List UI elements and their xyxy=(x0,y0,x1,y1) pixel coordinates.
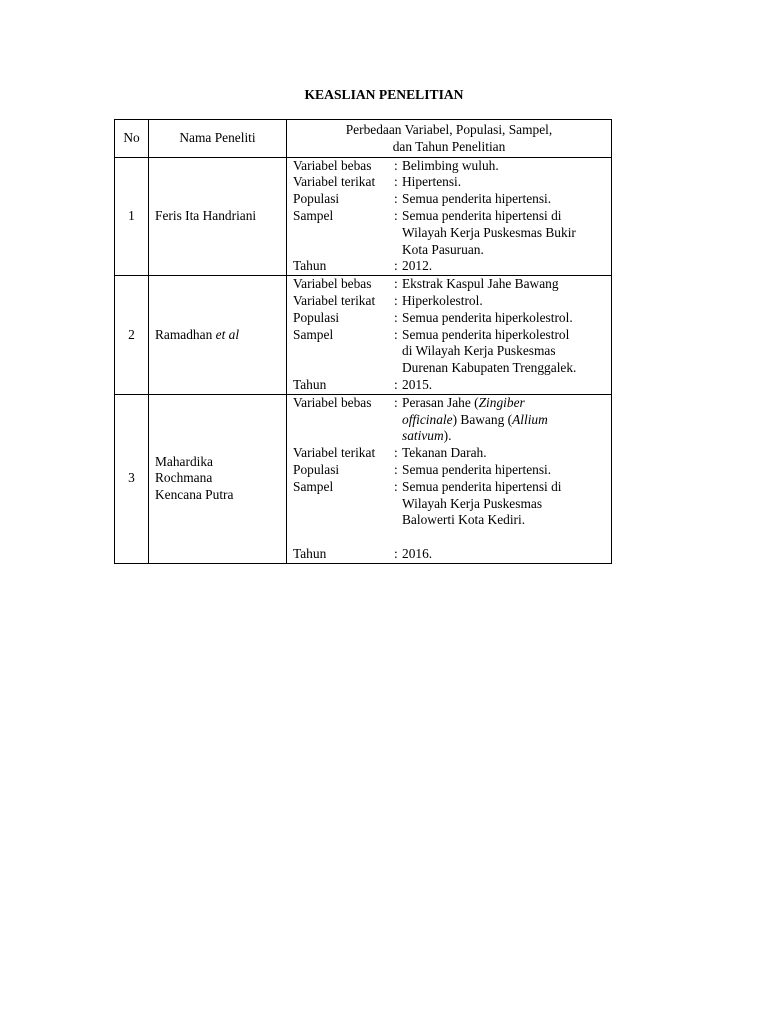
researcher-name-line: Mahardika xyxy=(155,453,214,469)
researcher-name-text: Ramadhan xyxy=(155,326,213,342)
detail-label: Variabel terikat xyxy=(293,445,376,461)
detail-value xyxy=(402,479,611,546)
detail-label: Populasi xyxy=(293,461,340,477)
researcher-name-italic: et al xyxy=(215,326,240,342)
detail-label: Variabel bebas xyxy=(293,394,372,410)
detail-value: Semua penderita hipertensi. xyxy=(402,191,552,207)
detail-value: Hipertensi. xyxy=(402,174,462,190)
detail-line xyxy=(293,293,611,310)
header-detail-line-2: dan Tahun Penelitian xyxy=(392,138,506,154)
detail-value: Belimbing wuluh. xyxy=(402,157,499,173)
value-line: Wilayah Kerja Puskesmas xyxy=(402,495,543,511)
detail-separator: : xyxy=(394,326,398,342)
detail-separator: : xyxy=(394,309,398,325)
detail-line xyxy=(293,158,611,175)
detail-line xyxy=(293,276,611,293)
detail-separator: : xyxy=(394,207,398,223)
row-number: 2 xyxy=(115,276,149,395)
detail-value: 2016. xyxy=(402,545,433,561)
detail-line xyxy=(293,258,611,275)
researcher-name-line: Rochmana xyxy=(155,470,213,486)
detail-value: Semua penderita hipertensi. xyxy=(402,461,552,477)
detail-line xyxy=(293,327,611,377)
detail-label: Sampel xyxy=(293,326,334,342)
detail-line xyxy=(293,462,611,479)
table-row xyxy=(115,157,612,276)
detail-separator: : xyxy=(394,376,398,392)
detail-label: Sampel xyxy=(293,207,334,223)
detail-separator: : xyxy=(394,292,398,308)
value-line: Balowerti Kota Kediri. xyxy=(402,512,526,528)
detail-label: Sampel xyxy=(293,478,334,494)
detail-label: Variabel bebas xyxy=(293,276,372,292)
detail-separator: : xyxy=(394,394,398,410)
detail-separator: : xyxy=(394,461,398,477)
research-details xyxy=(287,276,612,395)
detail-label: Tahun xyxy=(293,258,327,274)
value-line: Perasan Jahe (Zingiber xyxy=(402,394,525,410)
detail-value: 2012. xyxy=(402,258,433,274)
detail-separator: : xyxy=(394,258,398,274)
header-detail-line-1: Perbedaan Variabel, Populasi, Sampel, xyxy=(345,122,553,137)
document-title: KEASLIAN PENELITIAN xyxy=(304,87,464,102)
detail-value: 2015. xyxy=(402,376,433,392)
detail-separator: : xyxy=(394,276,398,292)
detail-line xyxy=(293,479,611,546)
detail-separator: : xyxy=(394,174,398,190)
row-number: 1 xyxy=(115,157,149,276)
detail-separator: : xyxy=(394,157,398,173)
header-no: No xyxy=(115,120,149,158)
originality-table xyxy=(114,119,612,564)
detail-value xyxy=(402,327,611,377)
detail-line xyxy=(293,174,611,191)
detail-label: Variabel terikat xyxy=(293,174,376,190)
detail-line xyxy=(293,208,611,258)
value-line: sativum). xyxy=(402,428,452,444)
value-line: di Wilayah Kerja Puskesmas xyxy=(402,343,556,359)
research-details xyxy=(287,157,612,276)
detail-value xyxy=(402,208,611,258)
detail-line xyxy=(293,546,611,563)
researcher-name: Feris Ita Handriani xyxy=(149,157,287,276)
detail-value xyxy=(402,395,611,445)
detail-value: Semua penderita hiperkolestrol. xyxy=(402,309,573,325)
detail-separator: : xyxy=(394,191,398,207)
header-name: Nama Peneliti xyxy=(149,120,287,158)
researcher-name-line: Kencana Putra xyxy=(155,487,234,503)
detail-value: Tekanan Darah. xyxy=(402,445,487,461)
detail-separator: : xyxy=(394,445,398,461)
detail-label: Tahun xyxy=(293,376,327,392)
value-line: Semua penderita hipertensi di xyxy=(402,478,562,494)
detail-line xyxy=(293,445,611,462)
detail-line xyxy=(293,395,611,445)
detail-line xyxy=(293,310,611,327)
value-line: Kota Pasuruan. xyxy=(402,241,484,257)
value-line: Semua penderita hiperkolestrol xyxy=(402,326,570,342)
detail-label: Populasi xyxy=(293,309,340,325)
table-row xyxy=(115,276,612,395)
table-header-row xyxy=(115,120,612,158)
detail-separator: : xyxy=(394,478,398,494)
value-line: Durenan Kabupaten Trenggalek. xyxy=(402,360,577,376)
row-number: 3 xyxy=(115,394,149,563)
detail-line xyxy=(293,191,611,208)
value-line: officinale) Bawang (Allium xyxy=(402,411,548,427)
detail-label: Tahun xyxy=(293,545,327,561)
value-line: Semua penderita hipertensi di xyxy=(402,207,562,223)
researcher-name xyxy=(149,394,287,563)
header-detail xyxy=(287,120,612,158)
detail-label: Variabel terikat xyxy=(293,292,376,308)
value-line: Wilayah Kerja Puskesmas Bukir xyxy=(402,224,576,240)
value-line xyxy=(402,529,405,544)
table-row xyxy=(115,394,612,563)
detail-line xyxy=(293,377,611,394)
detail-separator: : xyxy=(394,545,398,561)
detail-label: Variabel bebas xyxy=(293,157,372,173)
detail-value: Hiperkolestrol. xyxy=(402,292,483,308)
detail-label: Populasi xyxy=(293,191,340,207)
research-details xyxy=(287,394,612,563)
detail-value: Ekstrak Kaspul Jahe Bawang xyxy=(402,276,559,292)
researcher-name xyxy=(149,276,287,395)
